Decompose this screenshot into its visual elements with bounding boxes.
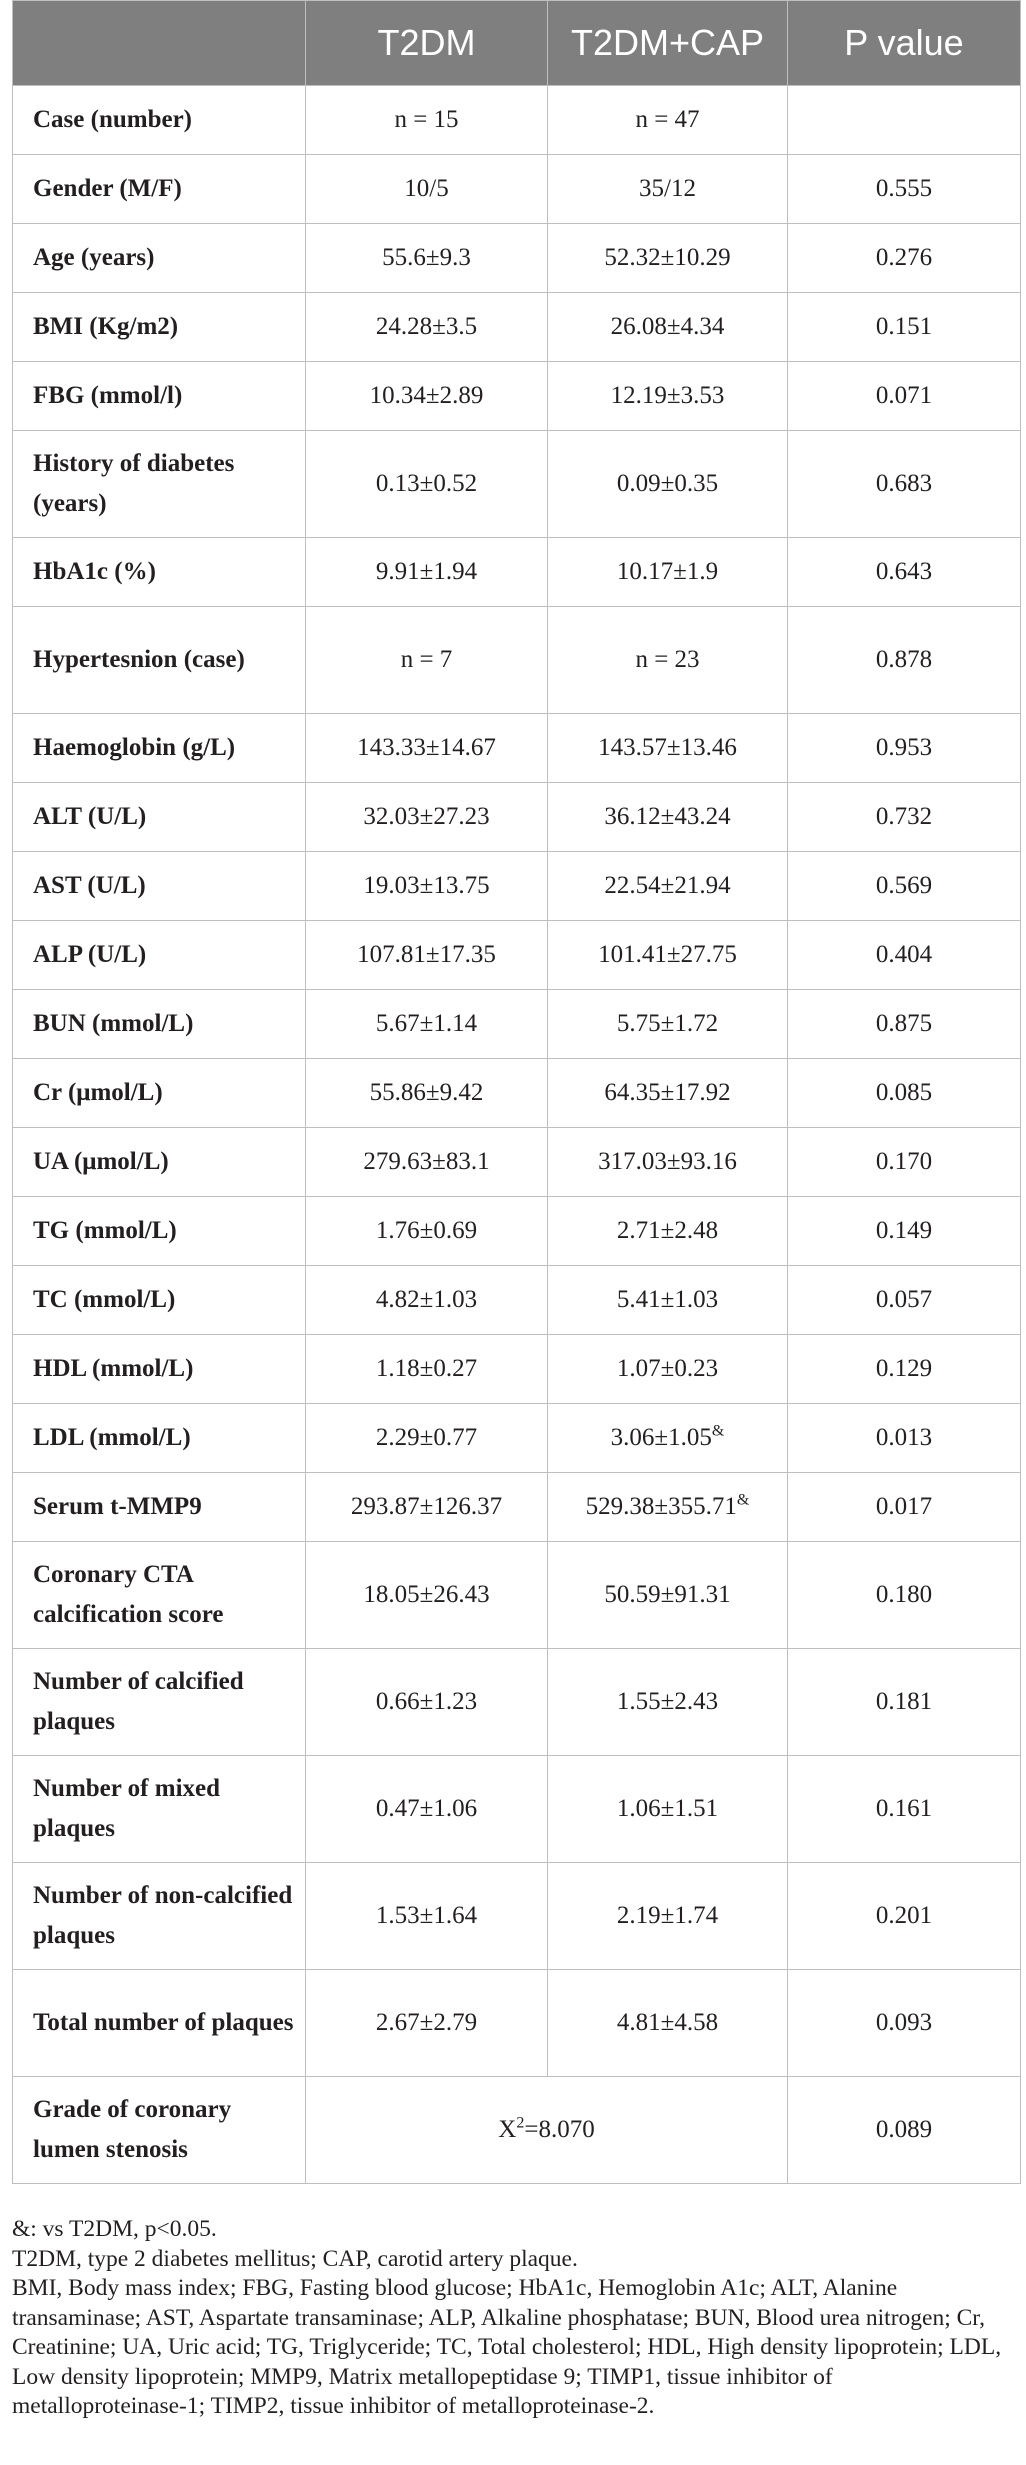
t2dm-value: 5.67±1.14 <box>306 990 548 1059</box>
p-value: 0.170 <box>788 1128 1021 1197</box>
table-row <box>13 852 1021 921</box>
row-label: Serum t-MMP9 <box>13 1473 306 1542</box>
t2dm-value: 4.82±1.03 <box>306 1266 548 1335</box>
table-row <box>13 1197 1021 1266</box>
t2dm-cap-value: 10.17±1.9 <box>548 538 788 607</box>
row-label: AST (U/L) <box>13 852 306 921</box>
t2dm-cap-value <box>548 1473 788 1542</box>
row-label: Hypertesnion (case) <box>13 607 306 714</box>
t2dm-value: 293.87±126.37 <box>306 1473 548 1542</box>
p-value: 0.089 <box>788 2077 1021 2184</box>
t2dm-value: 10.34±2.89 <box>306 362 548 431</box>
t2dm-cap-value: 26.08±4.34 <box>548 293 788 362</box>
table-row <box>13 607 1021 714</box>
table-row <box>13 538 1021 607</box>
t2dm-value: 18.05±26.43 <box>306 1542 548 1649</box>
t2dm-value: 1.76±0.69 <box>306 1197 548 1266</box>
clinical-characteristics-table <box>12 0 1021 2184</box>
table-row <box>13 714 1021 783</box>
table-row <box>13 224 1021 293</box>
table-row <box>13 2077 1021 2184</box>
t2dm-cap-value: 4.81±4.58 <box>548 1970 788 2077</box>
p-value: 0.161 <box>788 1756 1021 1863</box>
p-value: 0.071 <box>788 362 1021 431</box>
t2dm-cap-value: 64.35±17.92 <box>548 1059 788 1128</box>
t2dm-cap-value: 52.32±10.29 <box>548 224 788 293</box>
t2dm-cap-value: 2.19±1.74 <box>548 1863 788 1970</box>
p-value: 0.201 <box>788 1863 1021 1970</box>
t2dm-cap-value: 101.41±27.75 <box>548 921 788 990</box>
row-label: BUN (mmol/L) <box>13 990 306 1059</box>
table-row <box>13 431 1021 538</box>
p-value: 0.732 <box>788 783 1021 852</box>
row-label: FBG (mmol/l) <box>13 362 306 431</box>
table-footnotes <box>12 2215 1012 2422</box>
p-value: 0.149 <box>788 1197 1021 1266</box>
row-label: ALT (U/L) <box>13 783 306 852</box>
table-row <box>13 293 1021 362</box>
t2dm-cap-value: 50.59±91.31 <box>548 1542 788 1649</box>
chi-square-statistic <box>306 2077 788 2184</box>
table-row <box>13 1649 1021 1756</box>
p-value: 0.129 <box>788 1335 1021 1404</box>
chi-square-value: =8.070 <box>524 2116 595 2143</box>
t2dm-value: 107.81±17.35 <box>306 921 548 990</box>
table-row <box>13 1266 1021 1335</box>
t2dm-value: 9.91±1.94 <box>306 538 548 607</box>
t2dm-cap-value-text: 3.06±1.05 <box>610 1424 712 1451</box>
p-value: 0.643 <box>788 538 1021 607</box>
table-row <box>13 1404 1021 1473</box>
row-label: HbA1c (%) <box>13 538 306 607</box>
p-value: 0.017 <box>788 1473 1021 1542</box>
row-label: Total number of plaques <box>13 1970 306 2077</box>
t2dm-value: 1.53±1.64 <box>306 1863 548 1970</box>
table-row <box>13 1756 1021 1863</box>
p-value: 0.953 <box>788 714 1021 783</box>
table-row <box>13 1970 1021 2077</box>
row-label: UA (μmol/L) <box>13 1128 306 1197</box>
t2dm-value: 0.47±1.06 <box>306 1756 548 1863</box>
row-label: History of diabetes (years) <box>13 431 306 538</box>
t2dm-value: 19.03±13.75 <box>306 852 548 921</box>
t2dm-cap-value: n = 47 <box>548 86 788 155</box>
p-value: 0.057 <box>788 1266 1021 1335</box>
row-label: TC (mmol/L) <box>13 1266 306 1335</box>
table-row <box>13 1128 1021 1197</box>
p-value: 0.276 <box>788 224 1021 293</box>
row-label: ALP (U/L) <box>13 921 306 990</box>
row-label: HDL (mmol/L) <box>13 1335 306 1404</box>
t2dm-cap-value: 0.09±0.35 <box>548 431 788 538</box>
t2dm-value: 2.67±2.79 <box>306 1970 548 2077</box>
t2dm-cap-value: 5.75±1.72 <box>548 990 788 1059</box>
p-value <box>788 86 1021 155</box>
t2dm-cap-value: 1.07±0.23 <box>548 1335 788 1404</box>
header-t2dm: T2DM <box>306 1 548 86</box>
t2dm-value: 24.28±3.5 <box>306 293 548 362</box>
t2dm-value: 0.13±0.52 <box>306 431 548 538</box>
footnote-group-abbreviations: T2DM, type 2 diabetes mellitus; CAP, carotid artery plaque. <box>12 2245 578 2272</box>
t2dm-value: 10/5 <box>306 155 548 224</box>
table-row <box>13 1335 1021 1404</box>
t2dm-value: 2.29±0.77 <box>306 1404 548 1473</box>
header-t2dm-cap: T2DM+CAP <box>548 1 788 86</box>
significance-marker: & <box>711 1422 725 1440</box>
t2dm-cap-value: 1.55±2.43 <box>548 1649 788 1756</box>
t2dm-value: n = 7 <box>306 607 548 714</box>
row-label: Number of calcified plaques <box>13 1649 306 1756</box>
t2dm-cap-value: n = 23 <box>548 607 788 714</box>
t2dm-cap-value: 22.54±21.94 <box>548 852 788 921</box>
p-value: 0.569 <box>788 852 1021 921</box>
t2dm-value: 0.66±1.23 <box>306 1649 548 1756</box>
p-value: 0.085 <box>788 1059 1021 1128</box>
t2dm-value: n = 15 <box>306 86 548 155</box>
t2dm-cap-value: 143.57±13.46 <box>548 714 788 783</box>
p-value: 0.683 <box>788 431 1021 538</box>
t2dm-cap-value: 35/12 <box>548 155 788 224</box>
table-row <box>13 362 1021 431</box>
row-label: Haemoglobin (g/L) <box>13 714 306 783</box>
p-value: 0.093 <box>788 1970 1021 2077</box>
t2dm-value: 32.03±27.23 <box>306 783 548 852</box>
footnote-variable-abbreviations: BMI, Body mass index; FBG, Fasting blood glucose; HbA1c, Hemoglobin A1c; ALT, Alanine transaminase; AST, Aspartate transaminase; ALP, Alkaline phosphatase; BUN, Blood urea nitrogen; Cr, Creatinine; UA, Uric acid; TG, Triglyceride; TC, Total cholesterol; HDL, High density lipoprotein; LDL, Low density lipoprotein; MMP9, Matrix metallopeptidase 9; TIMP1, tissue inhibitor of metalloproteinase-1; TIMP2, tissue inhibitor of metalloproteinase-2. <box>12 2275 1002 2419</box>
t2dm-cap-value: 1.06±1.51 <box>548 1756 788 1863</box>
t2dm-cap-value <box>548 1404 788 1473</box>
table-header-row <box>13 1 1021 86</box>
table-row <box>13 86 1021 155</box>
t2dm-cap-value-text: 529.38±355.71 <box>585 1493 737 1520</box>
header-blank <box>13 1 306 86</box>
row-label: LDL (mmol/L) <box>13 1404 306 1473</box>
p-value: 0.151 <box>788 293 1021 362</box>
p-value: 0.181 <box>788 1649 1021 1756</box>
t2dm-value: 55.86±9.42 <box>306 1059 548 1128</box>
row-label: BMI (Kg/m2) <box>13 293 306 362</box>
row-label: Coronary CTA calcification score <box>13 1542 306 1649</box>
t2dm-cap-value: 2.71±2.48 <box>548 1197 788 1266</box>
row-label: TG (mmol/L) <box>13 1197 306 1266</box>
table-row <box>13 1059 1021 1128</box>
chi-square-symbol: X <box>498 2116 517 2143</box>
table-row <box>13 1542 1021 1649</box>
table-row <box>13 1473 1021 1542</box>
row-label: Gender (M/F) <box>13 155 306 224</box>
t2dm-cap-value: 317.03±93.16 <box>548 1128 788 1197</box>
header-p-value: P value <box>788 1 1021 86</box>
table-row <box>13 155 1021 224</box>
p-value: 0.878 <box>788 607 1021 714</box>
p-value: 0.404 <box>788 921 1021 990</box>
significance-marker: & <box>736 1491 750 1509</box>
row-label: Number of mixed plaques <box>13 1756 306 1863</box>
t2dm-cap-value: 12.19±3.53 <box>548 362 788 431</box>
table-row <box>13 783 1021 852</box>
row-label: Number of non-calcified plaques <box>13 1863 306 1970</box>
p-value: 0.180 <box>788 1542 1021 1649</box>
footnote-significance: &: vs T2DM, p<0.05. <box>12 2216 217 2242</box>
row-label: Age (years) <box>13 224 306 293</box>
row-label: Grade of coronary lumen stenosis <box>13 2077 306 2184</box>
t2dm-value: 143.33±14.67 <box>306 714 548 783</box>
p-value: 0.875 <box>788 990 1021 1059</box>
t2dm-value: 55.6±9.3 <box>306 224 548 293</box>
t2dm-value: 1.18±0.27 <box>306 1335 548 1404</box>
table-row <box>13 921 1021 990</box>
p-value: 0.555 <box>788 155 1021 224</box>
row-label: Cr (μmol/L) <box>13 1059 306 1128</box>
t2dm-value: 279.63±83.1 <box>306 1128 548 1197</box>
chi-square-exponent: 2 <box>516 2114 525 2132</box>
t2dm-cap-value: 36.12±43.24 <box>548 783 788 852</box>
table-row <box>13 990 1021 1059</box>
t2dm-cap-value: 5.41±1.03 <box>548 1266 788 1335</box>
row-label: Case (number) <box>13 86 306 155</box>
p-value: 0.013 <box>788 1404 1021 1473</box>
table-row <box>13 1863 1021 1970</box>
